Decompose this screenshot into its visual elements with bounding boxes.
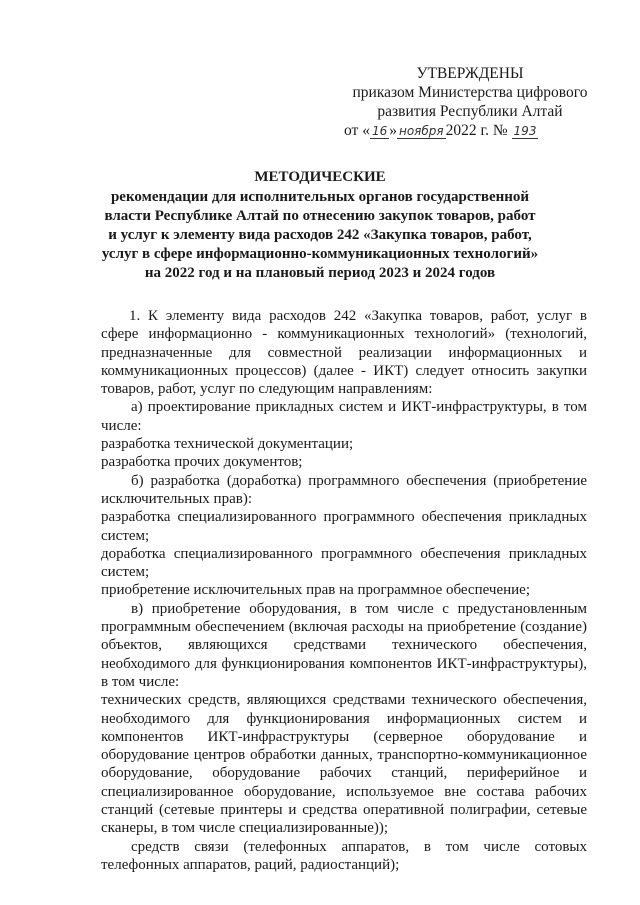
- document-title: [100, 168, 540, 283]
- handwritten-day: 16: [371, 124, 388, 138]
- approval-ministry-line: развития Республики Алтай: [377, 103, 563, 120]
- handwritten-number: 193: [513, 124, 537, 138]
- item-a-1: разработка технической документации;: [101, 436, 354, 453]
- approval-heading: УТВЕРЖДЕНЫ: [416, 65, 524, 82]
- date-mid: »: [389, 122, 397, 139]
- title-heading: МЕТОДИЧЕСКИЕ: [254, 169, 386, 185]
- date-year: 2022 г. №: [445, 122, 508, 139]
- handwritten-month: ноября: [398, 124, 444, 138]
- item-b-3: приобретение исключительных прав на программное обеспечение;: [101, 582, 530, 599]
- item-b-1: разработка специализированного программного обеспечения прикладных систем;: [101, 509, 587, 544]
- item-b-2: доработка специализированного программного обеспечения прикладных систем;: [101, 545, 587, 581]
- approval-date-line: [340, 121, 600, 141]
- approval-stamp: [340, 64, 600, 141]
- paragraph-1: 1. К элементу вида расходов 242 «Закупка товаров, работ, услуг в сфере информационно - коммуникационных технологий» (технологий, предназначенные для совместной реализации информационных и коммуникационных процессов) (далее - ИКТ) следует относить закупки товаров, работ, услуг по следующим направлениям:: [101, 308, 587, 398]
- item-a: а) проектирование прикладных систем и ИКТ-инфраструктуры, в том числе:: [101, 399, 587, 434]
- item-b: б) разработка (доработка) программного обеспечения (приобретение исключительных прав):: [101, 472, 587, 507]
- item-v-2: средств связи (телефонных аппаратов, в том числе сотовых телефонных аппаратов, раций, радиостанций);: [101, 838, 587, 873]
- title-subtitle: рекомендации для исполнительных органов государственной власти Республике Алтай по отнесению закупок товаров, работ и услуг к элементу вида расходов 242 «Закупка товаров, работ, услуг в сфере информационно-коммуникационных технологий» на 2022 год и на плановый период 2023 и 2024 годов: [101, 189, 539, 281]
- approval-order-line: приказом Министерства цифрового: [352, 84, 588, 101]
- item-a-2: разработка прочих документов;: [101, 454, 303, 471]
- item-v-1: технических средств, являющихся средствами технического обеспечения, необходимого для функционирования информационных систем и компонентов ИКТ-инфраструктуры (серверное оборудование и оборудование центров обработки данных, транспортно-коммуникационное оборудование, оборудование рабочих станций, периферийное и специализированное оборудование, используемое вне состава рабочих станций (сетевые принтеры и средства оперативной полиграфии, сетевые сканеры, в том числе специализированные));: [101, 692, 587, 837]
- date-prefix: от «: [344, 122, 370, 139]
- item-v: в) приобретение оборудования, в том числе с предустановленным программным обеспечением (включая расходы на приобретение (создание) объектов, являющихся средствами технического обеспечения, необходимого для функционирования компонентов ИКТ-инфраструктуры), в том числе:: [101, 600, 587, 690]
- document-body: [101, 307, 587, 874]
